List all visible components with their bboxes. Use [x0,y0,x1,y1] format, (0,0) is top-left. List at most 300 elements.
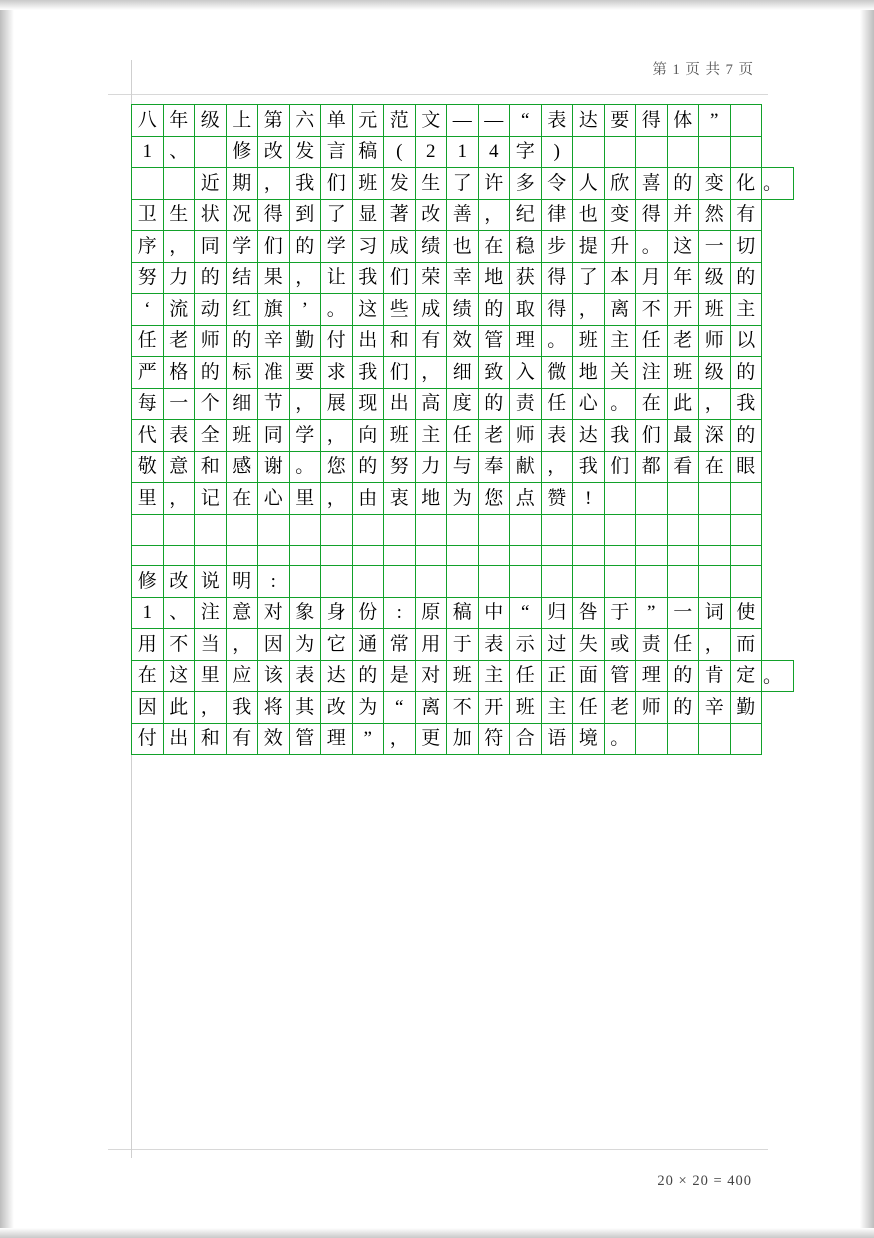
grid-cell: 不 [163,629,195,661]
grid-row [132,546,794,566]
grid-cell: 主 [415,420,447,452]
grid-cell: 全 [195,420,227,452]
grid-cell-gap [226,546,258,566]
grid-cell-gap [163,546,195,566]
grid-cell: 改 [415,199,447,231]
grid-cell: 提 [573,231,605,263]
grid-cell: 有 [226,723,258,755]
grid-cell: 们 [384,357,416,389]
grid-cell: ) [541,136,573,168]
grid-cell: ， [478,199,510,231]
grid-cell: 因 [258,629,290,661]
page-edge-right [860,0,874,1238]
grid-cell: 管 [478,325,510,357]
grid-cell: 献 [510,451,542,483]
grid-cell: 达 [573,105,605,137]
grid-cell [195,136,227,168]
grid-cell: 出 [163,723,195,755]
grid-cell: 了 [321,199,353,231]
grid-cell: 、 [163,597,195,629]
grid-cell: 绩 [415,231,447,263]
grid-cell: 老 [604,692,636,724]
grid-cell: 步 [541,231,573,263]
grid-cell [667,566,699,598]
grid-cell: 勤 [289,325,321,357]
grid-cell: 同 [258,420,290,452]
grid-cell: 为 [352,692,384,724]
grid-cell: 得 [636,105,668,137]
grid-cell: ， [321,483,353,515]
grid-cell: 成 [384,231,416,263]
grid-cell: 这 [163,660,195,692]
grid-cell: 为 [289,629,321,661]
grid-cell: 的 [667,168,699,200]
grid-cell: 级 [195,105,227,137]
grid-row [132,483,794,515]
grid-cell: 有 [415,325,447,357]
grid-cell: ， [289,262,321,294]
grid-cell: 近 [195,168,227,200]
grid-cell: 归 [541,597,573,629]
grid-cell: 标 [226,357,258,389]
grid-cell: 达 [573,420,605,452]
grid-cell: 努 [384,451,416,483]
grid-row [132,566,794,598]
grid-cell-overflow: 。 [762,660,794,692]
grid-cell: 合 [510,723,542,755]
grid-cell [636,566,668,598]
grid-cell: 而 [730,629,762,661]
grid-cell: 班 [573,325,605,357]
grid-cell: 习 [352,231,384,263]
grid-cell: ” [636,597,668,629]
grid-cell: 旗 [258,294,290,326]
grid-cell: 我 [730,388,762,420]
grid-cell: 主 [478,660,510,692]
grid-cell: 最 [667,420,699,452]
grid-cell: 获 [510,262,542,294]
grid-cell: 责 [510,388,542,420]
grid-cell-gap [730,546,762,566]
grid-cell-gap [195,546,227,566]
grid-cell [667,136,699,168]
grid-cell: 份 [352,597,384,629]
grid-cell: ‘ [132,294,164,326]
grid-cell: 一 [667,597,699,629]
grid-cell [258,514,290,546]
grid-cell: ， [163,231,195,263]
grid-row [132,262,794,294]
grid-cell: 使 [730,597,762,629]
grid-cell: 老 [163,325,195,357]
grid-cell: 不 [636,294,668,326]
grid-cell: “ [510,597,542,629]
grid-cell: 卫 [132,199,164,231]
grid-cell: 力 [415,451,447,483]
grid-cell: 的 [226,325,258,357]
grid-cell: 原 [415,597,447,629]
grid-row [132,294,794,326]
grid-cell: 在 [132,660,164,692]
grid-cell: 取 [510,294,542,326]
grid-cell: 同 [195,231,227,263]
grid-cell [352,566,384,598]
grid-cell: 纪 [510,199,542,231]
page-edge-left [0,0,14,1238]
grid-cell: 当 [195,629,227,661]
grid-cell: 以 [730,325,762,357]
grid-cell: 衷 [384,483,416,515]
grid-cell [699,483,731,515]
grid-cell [699,136,731,168]
grid-cell: 开 [478,692,510,724]
grid-cell: 表 [478,629,510,661]
grid-cell: 我 [226,692,258,724]
grid-cell: 用 [132,629,164,661]
grid-cell: 有 [730,199,762,231]
grid-row [132,597,794,629]
grid-cell: 成 [415,294,447,326]
grid-cell: : [384,597,416,629]
grid-cell: 对 [415,660,447,692]
grid-cell: 里 [132,483,164,515]
page-header: 第 1 页 共 7 页 [652,62,754,78]
grid-cell: 象 [289,597,321,629]
grid-cell: 赞 [541,483,573,515]
grid-cell: 严 [132,357,164,389]
grid-cell: 我 [352,357,384,389]
grid-cell: 与 [447,451,479,483]
grid-cell: 果 [258,262,290,294]
grid-cell: 学 [289,420,321,452]
grid-cell: 改 [258,136,290,168]
grid-cell: 微 [541,357,573,389]
footer-rule [108,1149,768,1150]
grid-cell: 的 [352,451,384,483]
grid-cell: 八 [132,105,164,137]
grid-cell: 力 [163,262,195,294]
grid-cell: 师 [510,420,542,452]
grid-cell: 然 [699,199,731,231]
grid-cell: 。 [289,451,321,483]
grid-cell: 为 [447,483,479,515]
grid-cell: 词 [699,597,731,629]
grid-cell: 言 [321,136,353,168]
grid-cell: 年 [163,105,195,137]
grid-cell: ， [573,294,605,326]
grid-cell: 加 [447,723,479,755]
grid-cell [667,723,699,755]
grid-cell: 应 [226,660,258,692]
grid-cell: 离 [604,294,636,326]
grid-cell [415,566,447,598]
grid-cell: ( [384,136,416,168]
grid-cell: 班 [667,357,699,389]
grid-cell: 主 [604,325,636,357]
grid-cell: 的 [730,420,762,452]
grid-cell [352,514,384,546]
grid-cell: 都 [636,451,668,483]
grid-cell [510,514,542,546]
grid-row [132,692,794,724]
grid-cell-gap [415,546,447,566]
grid-cell: 得 [541,262,573,294]
grid-cell [226,514,258,546]
grid-cell: 著 [384,199,416,231]
grid-row [132,420,794,452]
grid-cell: 细 [226,388,258,420]
grid-cell: 。 [541,325,573,357]
grid-cell [132,168,164,200]
grid-cell [289,514,321,546]
grid-cell: ， [699,629,731,661]
grid-cell: 班 [447,660,479,692]
grid-cell: 记 [195,483,227,515]
grid-cell-gap [510,546,542,566]
grid-cell: ” [352,723,384,755]
grid-cell: 得 [636,199,668,231]
grid-cell: 序 [132,231,164,263]
grid-cell [163,514,195,546]
grid-cell: 4 [478,136,510,168]
grid-cell: 此 [667,388,699,420]
grid-cell: 每 [132,388,164,420]
grid-cell: 任 [636,325,668,357]
grid-row [132,629,794,661]
grid-cell [447,514,479,546]
grid-cell: 致 [478,357,510,389]
grid-cell: 我 [573,451,605,483]
grid-cell: 我 [352,262,384,294]
grid-cell: 们 [636,420,668,452]
grid-cell [667,514,699,546]
grid-cell: 本 [604,262,636,294]
grid-cell [510,566,542,598]
grid-cell: 奉 [478,451,510,483]
grid-cell: ， [195,692,227,724]
grid-cell: 过 [541,629,573,661]
grid-cell: 理 [636,660,668,692]
grid-cell: 常 [384,629,416,661]
grid-cell: 。 [604,388,636,420]
grid-cell: 通 [352,629,384,661]
grid-cell: 于 [447,629,479,661]
grid-cell-gap [636,546,668,566]
grid-cell: 表 [541,105,573,137]
grid-cell: 谢 [258,451,290,483]
grid-cell [384,566,416,598]
grid-cell: 喜 [636,168,668,200]
grid-cell: 地 [573,357,605,389]
grid-cell: 格 [163,357,195,389]
grid-cell: 我 [604,420,636,452]
grid-cell: ! [573,483,605,515]
grid-cell: 更 [415,723,447,755]
grid-cell [730,483,762,515]
grid-cell: 班 [226,420,258,452]
grid-cell: 流 [163,294,195,326]
grid-cell: 。 [321,294,353,326]
grid-cell: 许 [478,168,510,200]
grid-cell: 。 [604,723,636,755]
grid-cell: 明 [226,566,258,598]
grid-cell: 里 [289,483,321,515]
grid-cell: 些 [384,294,416,326]
grid-cell: 况 [226,199,258,231]
grid-cell: 眼 [730,451,762,483]
grid-cell: 管 [604,660,636,692]
grid-cell: 班 [352,168,384,200]
manuscript-grid-wrapper [131,104,794,755]
grid-cell: — [478,105,510,137]
page-footer: 20 × 20 = 400 [657,1173,752,1189]
grid-cell: 1 [447,136,479,168]
grid-cell: 一 [163,388,195,420]
grid-cell: 失 [573,629,605,661]
grid-cell: 上 [226,105,258,137]
grid-cell: 求 [321,357,353,389]
grid-cell: 在 [478,231,510,263]
grid-cell: 理 [321,723,353,755]
grid-cell: 表 [163,420,195,452]
grid-cell: 在 [226,483,258,515]
grid-row [132,451,794,483]
grid-cell: 或 [604,629,636,661]
grid-cell: 离 [415,692,447,724]
grid-cell: 面 [573,660,605,692]
grid-cell: 变 [699,168,731,200]
grid-cell: 的 [478,294,510,326]
grid-cell: 和 [195,723,227,755]
grid-cell: 师 [699,325,731,357]
grid-cell [604,483,636,515]
grid-cell-gap [384,546,416,566]
grid-cell: 班 [510,692,542,724]
grid-cell: 要 [289,357,321,389]
grid-cell: 们 [258,231,290,263]
grid-cell: ， [384,723,416,755]
grid-cell: 状 [195,199,227,231]
grid-row [132,105,794,137]
grid-cell: 要 [604,105,636,137]
grid-cell: 境 [573,723,605,755]
grid-cell: 的 [352,660,384,692]
grid-cell: 准 [258,357,290,389]
grid-cell-gap [289,546,321,566]
grid-cell: 效 [258,723,290,755]
grid-cell: 老 [478,420,510,452]
grid-cell: 细 [447,357,479,389]
grid-cell: 这 [667,231,699,263]
grid-cell: ， [415,357,447,389]
grid-cell [384,514,416,546]
grid-cell: ， [258,168,290,200]
manuscript-grid [131,104,794,755]
grid-cell: 由 [352,483,384,515]
grid-cell: 达 [321,660,353,692]
grid-cell: 年 [667,262,699,294]
grid-cell: 任 [541,388,573,420]
grid-cell: 展 [321,388,353,420]
grid-cell: 令 [541,168,573,200]
grid-cell: 稿 [447,597,479,629]
grid-cell: 修 [132,566,164,598]
grid-cell: 身 [321,597,353,629]
grid-cell: 的 [478,388,510,420]
grid-cell: 期 [226,168,258,200]
grid-row [132,231,794,263]
page-edge-top [0,0,874,10]
grid-cell [541,566,573,598]
grid-cell: 、 [163,136,195,168]
grid-cell: ’ [289,294,321,326]
grid-cell: 发 [289,136,321,168]
grid-cell: : [258,566,290,598]
grid-cell: 修 [226,136,258,168]
grid-cell: 责 [636,629,668,661]
grid-cell-gap [447,546,479,566]
grid-cell-gap [478,546,510,566]
grid-row [132,723,794,755]
grid-cell: 理 [510,325,542,357]
grid-cell: 表 [541,420,573,452]
grid-cell: 学 [226,231,258,263]
grid-cell: 了 [573,262,605,294]
grid-cell: 用 [415,629,447,661]
grid-cell: 意 [226,597,258,629]
grid-cell [415,514,447,546]
grid-cell: 显 [352,199,384,231]
grid-cell: 地 [478,262,510,294]
grid-cell: 您 [321,451,353,483]
grid-cell: 的 [730,262,762,294]
grid-cell [132,514,164,546]
grid-cell: 月 [636,262,668,294]
grid-cell: ， [541,451,573,483]
grid-cell: 任 [510,660,542,692]
grid-row [132,660,794,692]
grid-cell: 出 [352,325,384,357]
grid-cell: ， [699,388,731,420]
grid-cell: 律 [541,199,573,231]
grid-cell: 人 [573,168,605,200]
grid-cell: 对 [258,597,290,629]
grid-cell: 心 [258,483,290,515]
grid-cell: 。 [636,231,668,263]
grid-cell: 勤 [730,692,762,724]
grid-cell: 善 [447,199,479,231]
grid-cell: 改 [163,566,195,598]
grid-cell: 咎 [573,597,605,629]
grid-cell: 班 [699,294,731,326]
grid-cell: 地 [415,483,447,515]
grid-cell: 您 [478,483,510,515]
grid-cell: 里 [195,660,227,692]
grid-cell: 也 [573,199,605,231]
grid-cell: 范 [384,105,416,137]
grid-cell [573,566,605,598]
grid-cell: 级 [699,262,731,294]
grid-cell: ， [321,420,353,452]
grid-cell [699,723,731,755]
grid-cell: 老 [667,325,699,357]
grid-cell: — [447,105,479,137]
grid-cell-overflow: 。 [762,168,794,200]
grid-cell: 示 [510,629,542,661]
grid-cell-gap [258,546,290,566]
grid-cell: 正 [541,660,573,692]
grid-cell [636,514,668,546]
